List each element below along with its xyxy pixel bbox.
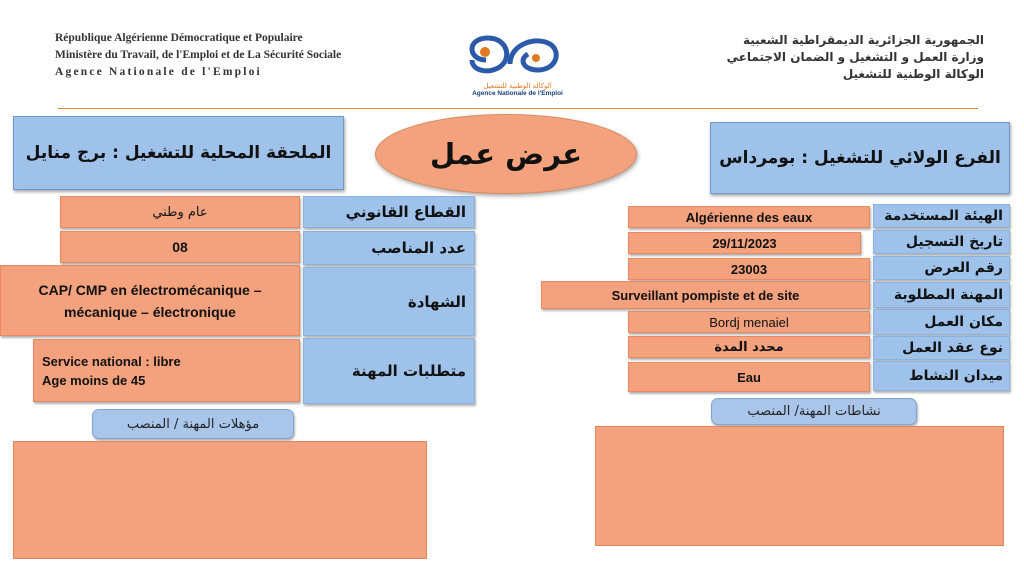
agency-ar: الوكالة الوطنية للتشغيل (842, 67, 984, 81)
agency-fr: Agence Nationale de l'Emploi (55, 66, 262, 78)
anem-logo-icon (458, 30, 578, 82)
workplace-label: مكان العمل (873, 309, 1010, 335)
activity-field-label: ميدان النشاط (873, 361, 1010, 391)
qualifications-pill: مؤهلات المهنة / المنصب (92, 409, 294, 439)
left-office-label: الملحقة المحلية للتشغيل : برج منايل (25, 143, 332, 163)
job-requirements-label: متطلبات المهنة (303, 338, 475, 404)
left-office-box (13, 116, 344, 190)
anem-logo (455, 30, 580, 104)
logo-text-ar: الوكالة الوطنية للتشغيل (483, 82, 552, 90)
employer-label: الهيئة المستخدمة (873, 204, 1010, 228)
job-activities-pill: نشاطات المهنة/ المنصب (711, 398, 917, 425)
legal-sector-label: القطاع القانوني (303, 196, 475, 228)
republic-ar: الجمهورية الجزائرية الديمقراطية الشعبية (742, 33, 984, 47)
contract-type-value: محدد المدة (628, 336, 870, 358)
logo-text-fr: Agence Nationale de l'Emploi (472, 90, 563, 97)
offer-number-label: رقم العرض (873, 256, 1010, 280)
job-activities-box (595, 426, 1004, 546)
ministry-fr: Ministère du Travail, de l'Emploi et de La Sécurité Sociale (55, 49, 342, 61)
employer-value: Algérienne des eaux (628, 206, 870, 228)
positions-count-label: عدد المناصب (303, 231, 475, 265)
header-divider (58, 108, 978, 109)
right-office-box (710, 122, 1010, 194)
positions-count-value: 08 (60, 231, 300, 263)
job-requirements-value: Service national : libre Age moins de 45 (33, 339, 300, 402)
offer-title-text: عرض عمل (429, 137, 583, 171)
header-arabic (604, 32, 984, 83)
ministry-ar: وزارة العمل و التشغيل و الضمان الاجتماعي (726, 50, 984, 64)
contract-type-label: نوع عقد العمل (873, 336, 1010, 360)
job-title-value: Surveillant pompiste et de site (541, 281, 870, 309)
diploma-label: الشهادة (303, 267, 475, 336)
diploma-value: CAP/ CMP en électromécanique – mécanique – électronique (0, 265, 300, 336)
workplace-value: Bordj menaiel (628, 311, 870, 333)
right-office-label: الفرع الولائي للتشغيل : بومرداس (719, 148, 1001, 168)
activity-field-value: Eau (628, 362, 870, 392)
offer-title (375, 114, 637, 194)
offer-number-value: 23003 (628, 258, 870, 280)
header-french (55, 30, 435, 81)
registration-date-label: تاريخ التسجيل (873, 230, 1010, 254)
registration-date-value: 29/11/2023 (628, 232, 861, 254)
republic-fr: République Algérienne Démocratique et Populaire (55, 32, 303, 44)
job-title-label: المهنة المطلوبة (873, 282, 1010, 308)
legal-sector-value: عام وطني (60, 196, 300, 228)
qualifications-box (13, 441, 427, 559)
